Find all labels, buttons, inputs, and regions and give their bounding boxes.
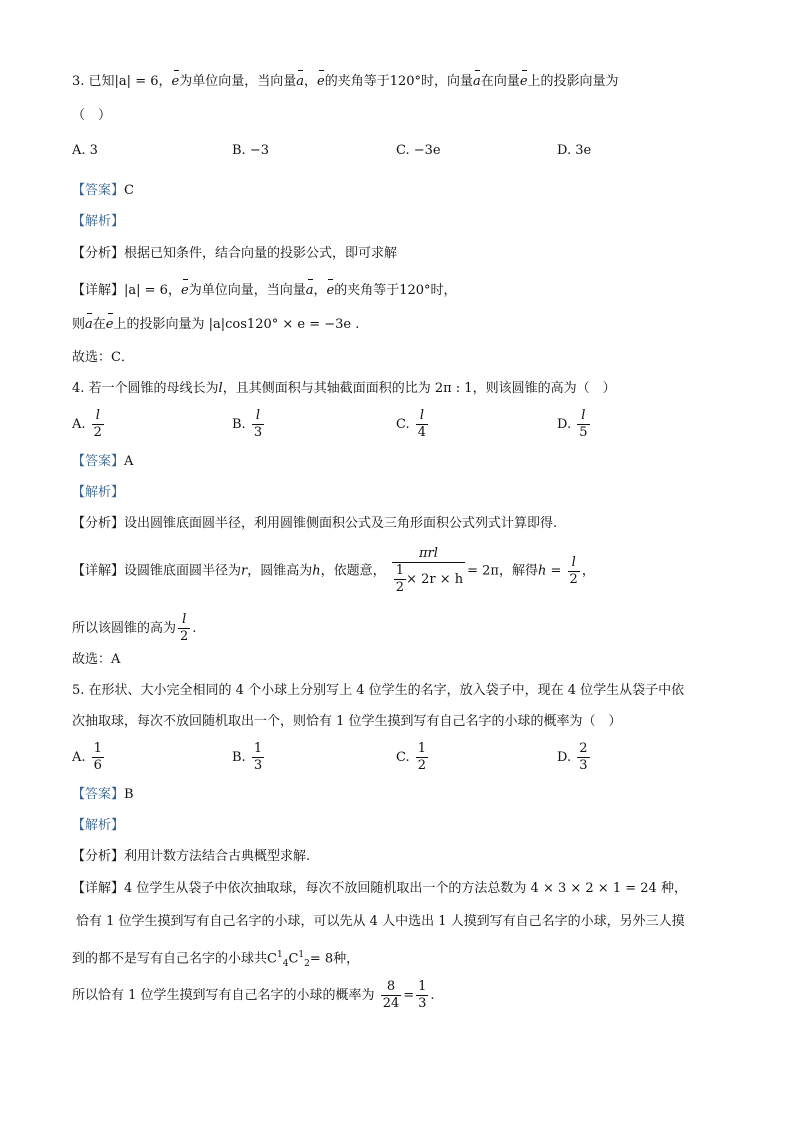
option-label: B.	[232, 750, 246, 765]
q4-stem-text: 4. 若一个圆锥的母线长为	[72, 381, 219, 396]
solution-lhs: h =	[537, 563, 562, 579]
frac-num: πrl	[419, 546, 438, 561]
frac-den: 2	[93, 425, 102, 440]
frac-num: l	[182, 612, 187, 627]
option-value: 3e	[575, 143, 592, 158]
option-label: B.	[232, 143, 246, 158]
xiangjie-text: ，	[313, 283, 327, 298]
frac-den: 3	[418, 996, 427, 1011]
q3-vector-e: e	[172, 72, 180, 92]
q4-option-d[interactable]	[557, 408, 592, 441]
option-label: D.	[557, 750, 572, 765]
comb-symbol: C	[267, 951, 277, 967]
xiangjie-text: ，圆锥高为	[247, 563, 313, 579]
q5-stem-line1: 5. 在形状、大小完全相同的 4 个小球上分别写上 4 位学生的名字，放入袋子中，现在 4 位学生从袋子中依	[72, 683, 685, 698]
q5-xiangjie-line2: 恰有 1 位学生摸到写有自己名字的小球，可以先从 4 人中选出 1 人摸到写有自己名字的小球，另外三人摸	[76, 914, 685, 929]
xiangjie-text: 设圆锥底面圆半径为	[124, 563, 242, 579]
option-label: D.	[557, 143, 572, 158]
q4-fenxi	[72, 514, 557, 534]
q4-symbol-r: r	[241, 563, 248, 579]
xiangjie-text: .	[430, 988, 435, 1003]
option-fraction	[416, 408, 428, 441]
xiangjie-text: 4 位学生从袋子中依次抽取球，每次不放回随机取出一个的方法总数为 4 × 3 × 2 × 1 = 24 种，	[124, 881, 687, 896]
answer-tag: 【答案】	[72, 454, 125, 469]
frac-den: 5	[579, 425, 588, 440]
height-fraction	[178, 612, 190, 645]
q4-symbol-l: l	[218, 381, 223, 396]
answer-tag: 【答案】	[72, 787, 125, 802]
q5-answer	[72, 785, 134, 805]
xiangjie-text: ，	[167, 283, 181, 298]
comb-sup: 1	[298, 950, 305, 960]
frac-num: 1	[417, 741, 427, 756]
comb-sub: 2	[304, 958, 310, 969]
q3-stem-text: 的夹角等于120°时，向量	[324, 74, 474, 89]
xiangjie-text: 到的都不是写有自己名字的小球共	[72, 951, 268, 967]
jiexi-tag: 【解析】	[72, 818, 125, 833]
q3-vector-e: e	[520, 72, 528, 92]
q4-stem	[72, 379, 616, 399]
frac-num: 1	[253, 741, 263, 756]
q3-option-d[interactable]	[557, 141, 591, 161]
frac-den: 2	[569, 571, 578, 587]
q3-stem	[72, 72, 619, 92]
equation-rhs: = 2π	[467, 563, 499, 579]
frac-num: 1	[418, 979, 427, 994]
q5-option-b[interactable]	[232, 741, 266, 774]
q5-xiangjie-line4	[72, 979, 435, 1012]
frac-den: 3	[253, 425, 263, 440]
option-fraction	[252, 741, 264, 774]
option-label: A.	[72, 143, 86, 158]
q3-stem-text: 为单位向量，当向量	[179, 74, 297, 89]
half-fraction	[394, 563, 406, 596]
q5-jiexi	[72, 816, 124, 836]
q4-stem-text: ，且其侧面积与其轴截面面积的比为 2π : 1，则该圆锥的高为（ ）	[222, 381, 616, 396]
q3-xiangjie-line2	[72, 315, 359, 335]
option-label: C.	[396, 750, 410, 765]
q5-xiangjie	[72, 879, 687, 899]
option-label: D.	[557, 417, 572, 432]
frac-den: 4	[417, 425, 427, 440]
frac-den: 3	[579, 758, 588, 773]
frac-num: l	[255, 408, 261, 423]
answer-value: A	[124, 454, 134, 469]
q4-jiexi	[72, 483, 124, 503]
comb-symbol: C	[288, 951, 299, 967]
q3-paren: （ ）	[72, 108, 112, 123]
option-fraction	[416, 741, 428, 774]
xiangjie-text: = 8种，	[309, 951, 360, 967]
q4-option-c[interactable]	[396, 408, 430, 441]
frac-num: 1	[93, 741, 102, 756]
option-label: B.	[232, 417, 246, 432]
option-value: −3	[249, 143, 269, 158]
q3-option-b[interactable]	[232, 141, 269, 161]
q3-stem-text: 3. 已知	[72, 74, 115, 89]
q3-vector-e: e	[317, 72, 325, 92]
q4-xiangjie	[72, 546, 595, 596]
frac-num: l	[571, 554, 576, 570]
q5-xiangjie-line3	[72, 945, 359, 974]
option-fraction	[92, 408, 104, 441]
frac-num: l	[95, 408, 100, 423]
fenxi-text: 根据已知条件，结合向量的投影公式，即可求解	[124, 246, 398, 261]
jiexi-tag: 【解析】	[72, 485, 125, 500]
fenxi-tag: 【分析】	[72, 246, 125, 261]
q3-vector-a: a	[306, 281, 314, 301]
q3-vector-a: a	[473, 72, 481, 92]
q3-stem-text: 上的投影向量为	[527, 74, 619, 89]
xiangjie-text: |a| = 6	[124, 283, 168, 298]
answer-tag: 【答案】	[72, 183, 125, 198]
frac-den: 2	[417, 758, 427, 773]
xiangjie-text: ，依题意，	[320, 563, 386, 579]
q3-jiexi	[72, 212, 124, 232]
answer-value: C	[124, 183, 134, 198]
q4-equation-fraction	[392, 546, 465, 596]
frac-den	[392, 562, 465, 596]
q3-vector-e: e	[181, 281, 189, 301]
q5-option-d[interactable]	[557, 741, 592, 774]
q5-option-c[interactable]	[396, 741, 430, 774]
q3-vector-e: e	[106, 315, 114, 335]
q4-answer	[72, 452, 133, 472]
option-value: 3	[89, 143, 98, 158]
q3-comma: ，	[158, 74, 172, 89]
frac-den-rest: × 2r × h	[406, 572, 464, 587]
xiangjie-text: 所以该圆锥的高为	[72, 621, 177, 636]
q3-modulus-a: |a| = 6	[114, 74, 159, 89]
probability-result-fraction	[416, 979, 428, 1012]
q3-fenxi	[72, 244, 397, 264]
frac-num: l	[419, 408, 424, 423]
frac-den: 3	[253, 758, 263, 773]
q3-option-c[interactable]	[396, 141, 441, 161]
q3-comma: ，	[304, 74, 318, 89]
option-label: C.	[396, 417, 410, 432]
q3-conclusion: 故选：C．	[72, 350, 134, 365]
option-fraction	[577, 741, 589, 774]
xiangjie-tag: 【详解】	[72, 881, 125, 896]
q4-symbol-h: h	[312, 563, 321, 579]
q4-conclusion: 故选：A	[72, 652, 121, 667]
q3-answer	[72, 181, 134, 201]
option-value: −3e	[413, 143, 441, 158]
xiangjie-tag: 【详解】	[72, 283, 125, 298]
fenxi-text: 设出圆锥底面圆半径，利用圆锥侧面积公式及三角形面积公式列式计算即得.	[124, 516, 558, 531]
xiangjie-text: ，解得	[498, 563, 538, 579]
xiangjie-text: 在	[92, 317, 106, 332]
frac-den: 2	[395, 580, 405, 595]
option-fraction	[577, 408, 589, 441]
equals-sign: =	[403, 988, 415, 1003]
xiangjie-text: 为单位向量，当向量	[188, 283, 306, 298]
frac-num: 2	[579, 741, 588, 756]
q4-option-b[interactable]	[232, 408, 266, 441]
xiangjie-text: 所以恰有 1 位学生摸到写有自己名字的小球的概率为	[72, 988, 375, 1003]
q3-vector-a: a	[85, 315, 93, 335]
option-fraction	[252, 408, 264, 441]
xiangjie-text: 则	[72, 317, 86, 332]
probability-fraction	[381, 979, 402, 1012]
xiangjie-text: 上的投影向量为 |a|cos120° × e = −3e .	[113, 317, 360, 332]
q3-xiangjie	[72, 281, 457, 301]
frac-den: 2	[180, 629, 189, 644]
xiangjie-text: ，	[581, 563, 595, 579]
answer-value: B	[124, 787, 134, 802]
fenxi-text: 利用计数方法结合古典概型求解.	[124, 849, 311, 864]
option-label: A.	[72, 750, 86, 765]
frac-den: 6	[93, 758, 102, 773]
q3-vector-e: e	[326, 281, 334, 301]
fenxi-tag: 【分析】	[72, 849, 125, 864]
comb-sup: 1	[276, 950, 283, 960]
frac-num: 1	[395, 563, 405, 578]
frac-num: 8	[386, 979, 396, 994]
q5-fenxi	[72, 847, 310, 867]
frac-num: l	[581, 408, 586, 423]
q4-xiangjie-line2	[72, 612, 196, 645]
q3-vector-a: a	[296, 72, 304, 92]
q3-option-a[interactable]	[72, 141, 98, 161]
q3-stem-text: 在向量	[480, 74, 520, 89]
q4-option-a[interactable]	[72, 408, 106, 441]
xiangjie-text: .	[192, 621, 197, 636]
comb-sub: 4	[282, 958, 289, 969]
frac-den: 24	[382, 996, 400, 1011]
q5-option-a[interactable]	[72, 741, 106, 774]
jiexi-tag: 【解析】	[72, 214, 125, 229]
xiangjie-tag: 【详解】	[72, 563, 125, 579]
fenxi-tag: 【分析】	[72, 516, 125, 531]
q5-stem-line2: 次抽取球，每次不放回随机取出一个，则恰有 1 位学生摸到写有自己名字的小球的概率为（ ）	[72, 714, 622, 729]
solution-fraction	[568, 555, 580, 588]
option-label: A.	[72, 417, 86, 432]
option-label: C.	[396, 143, 410, 158]
xiangjie-text: 的夹角等于120°时，	[334, 283, 457, 298]
option-fraction	[92, 741, 104, 774]
